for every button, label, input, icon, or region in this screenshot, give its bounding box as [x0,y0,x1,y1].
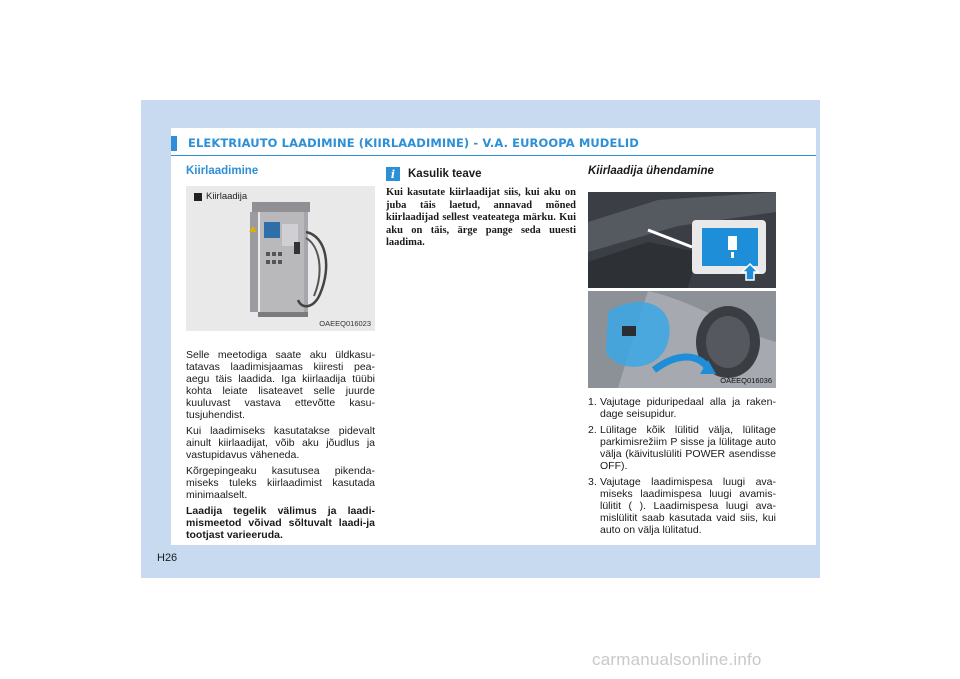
column-connecting-charger [588,165,776,540]
column-fast-charging [186,165,375,545]
paragraph: Kui laadimiseks kasutatakse pidevalt ainult kiirlaadijat, võib aku jõudlus ja vastupidavus väheneda. [186,425,375,461]
section-marker [171,136,177,151]
heading-connecting-charger: Kiirlaadija ühendamine [588,165,714,177]
figure-charging-station [186,186,375,331]
list-item: 3. Vajutage laadimispesa luugi ava-miseks laadimispesa luugi avamis-lülitit ( ). Laadimispesa luugi ava-mislülitit saab kasutada vaid siis, kui auto on välja lülitatud. [588,476,776,536]
figure-code: OAEEQ016036 [720,376,772,385]
list-item: 1. Vajutage piduripedaal alla ja raken-dage seisupidur. [588,396,776,420]
heading-fast-charging: Kiirlaadimine [186,165,259,177]
column-useful-info [386,165,576,250]
charging-station-icon [186,186,375,331]
figure-charge-door [588,192,776,388]
section-title: ELEKTRIAUTO LAADIMINE (KIIRLAADIMINE) - V.A. EUROOPA MUDELID [188,136,639,150]
figure-code: OAEEQ016023 [319,319,371,328]
info-icon: i [386,167,400,181]
info-text: Kui kasutate kiirlaadijat siis, kui aku on juba täis laetud, annavad mõned kiirlaadijad sellest veateatega märku. Kui aku on täis, ärge pange seda uuesti laadima. [386,187,576,248]
steps-list [588,396,776,536]
note-paragraph: Laadija tegelik välimus ja laadi-mismeetod võivad sõltuvalt laadi-ja tootjast varieeruda. [186,505,375,541]
figure-tag-label: Kiirlaadija [206,191,248,202]
paragraph: Selle meetodiga saate aku üldkasu-tatavas laadimisjaamas kiiresti pea-aegu täis laadida. Iga kiirlaadija tüübi kohta leiate lisateavet selle juurde kuuluvast vastava ettevõtte kasu-tusjuhendist. [186,349,375,421]
charge-door-illustration-icon [588,192,776,388]
page-number: H26 [157,552,178,564]
section-divider [171,155,816,156]
info-title: Kasulik teave [408,168,482,180]
info-header [386,167,576,181]
list-item: 2. Lülitage kõik lülitid välja, lülitage parkimisrežiim P sisse ja lülitage auto välja (käivituslüliti POWER asendisse OFF). [588,424,776,472]
paragraph: Kõrgepingeaku kasutusea pikenda-miseks tuleks kiirlaadimist kasutada minimaalselt. [186,465,375,501]
watermark: carmanualsonline.info [592,650,762,669]
